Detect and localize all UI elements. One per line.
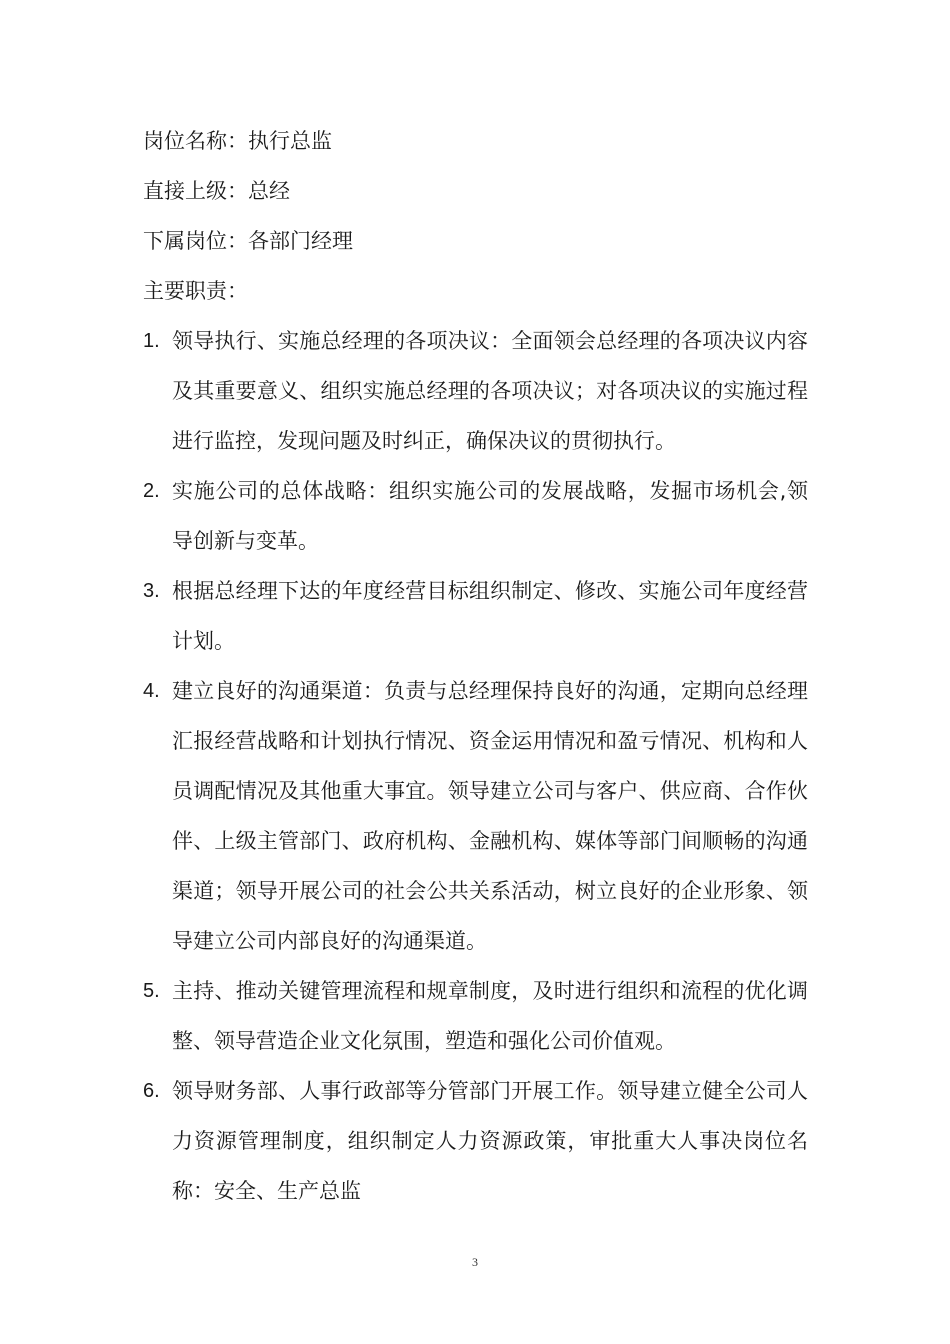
duty-number: 1.	[143, 330, 160, 352]
page-number: 3	[472, 1255, 478, 1269]
subordinate-positions-line: 下属岗位：各部门经理	[143, 229, 353, 253]
duty-text: 领导财务部、人事行政部等分管部门开展工作。领导建立健全公司人力资源管理制度，组织制定人力资源政策，审批重大人事决岗位名称：安全、生产总监	[172, 1079, 808, 1203]
duty-number: 6.	[143, 1080, 160, 1102]
duty-text: 根据总经理下达的年度经营目标组织制定、修改、实施公司年度经营计划。	[172, 579, 808, 653]
duty-item-4	[143, 666, 808, 966]
direct-superior-line: 直接上级：总经	[143, 179, 290, 203]
duty-number: 2.	[143, 480, 160, 502]
duty-number: 5.	[143, 980, 160, 1002]
document-body	[143, 116, 808, 1216]
duty-number: 4.	[143, 680, 160, 702]
duty-number: 3.	[143, 580, 160, 602]
duty-item-2	[143, 466, 808, 566]
main-duties-heading: 主要职责：	[143, 279, 248, 303]
duty-item-3	[143, 566, 808, 666]
duty-item-1	[143, 316, 808, 466]
duties-list	[143, 316, 808, 1216]
duty-text: 建立良好的沟通渠道：负责与总经理保持良好的沟通，定期向总经理汇报经营战略和计划执行情况、资金运用情况和盈亏情况、机构和人员调配情况及其他重大事宜。领导建立公司与客户、供应商、合作伙伴、上级主管部门、政府机构、金融机构、媒体等部门间顺畅的沟通渠道；领导开展公司的社会公共关系活动，树立良好的企业形象、领导建立公司内部良好的沟通渠道。	[172, 679, 808, 953]
duty-text: 实施公司的总体战略：组织实施公司的发展战略，发掘市场机会,领导创新与变革。	[172, 479, 808, 553]
duty-text: 领导执行、实施总经理的各项决议：全面领会总经理的各项决议内容及其重要意义、组织实施总经理的各项决议；对各项决议的实施过程进行监控，发现问题及时纠正，确保决议的贯彻执行。	[172, 329, 808, 453]
duty-item-6	[143, 1066, 808, 1216]
position-title-line: 岗位名称：执行总监	[143, 129, 332, 153]
duty-item-5	[143, 966, 808, 1066]
duty-text: 主持、推动关键管理流程和规章制度，及时进行组织和流程的优化调整、领导营造企业文化氛围，塑造和强化公司价值观。	[172, 979, 808, 1053]
